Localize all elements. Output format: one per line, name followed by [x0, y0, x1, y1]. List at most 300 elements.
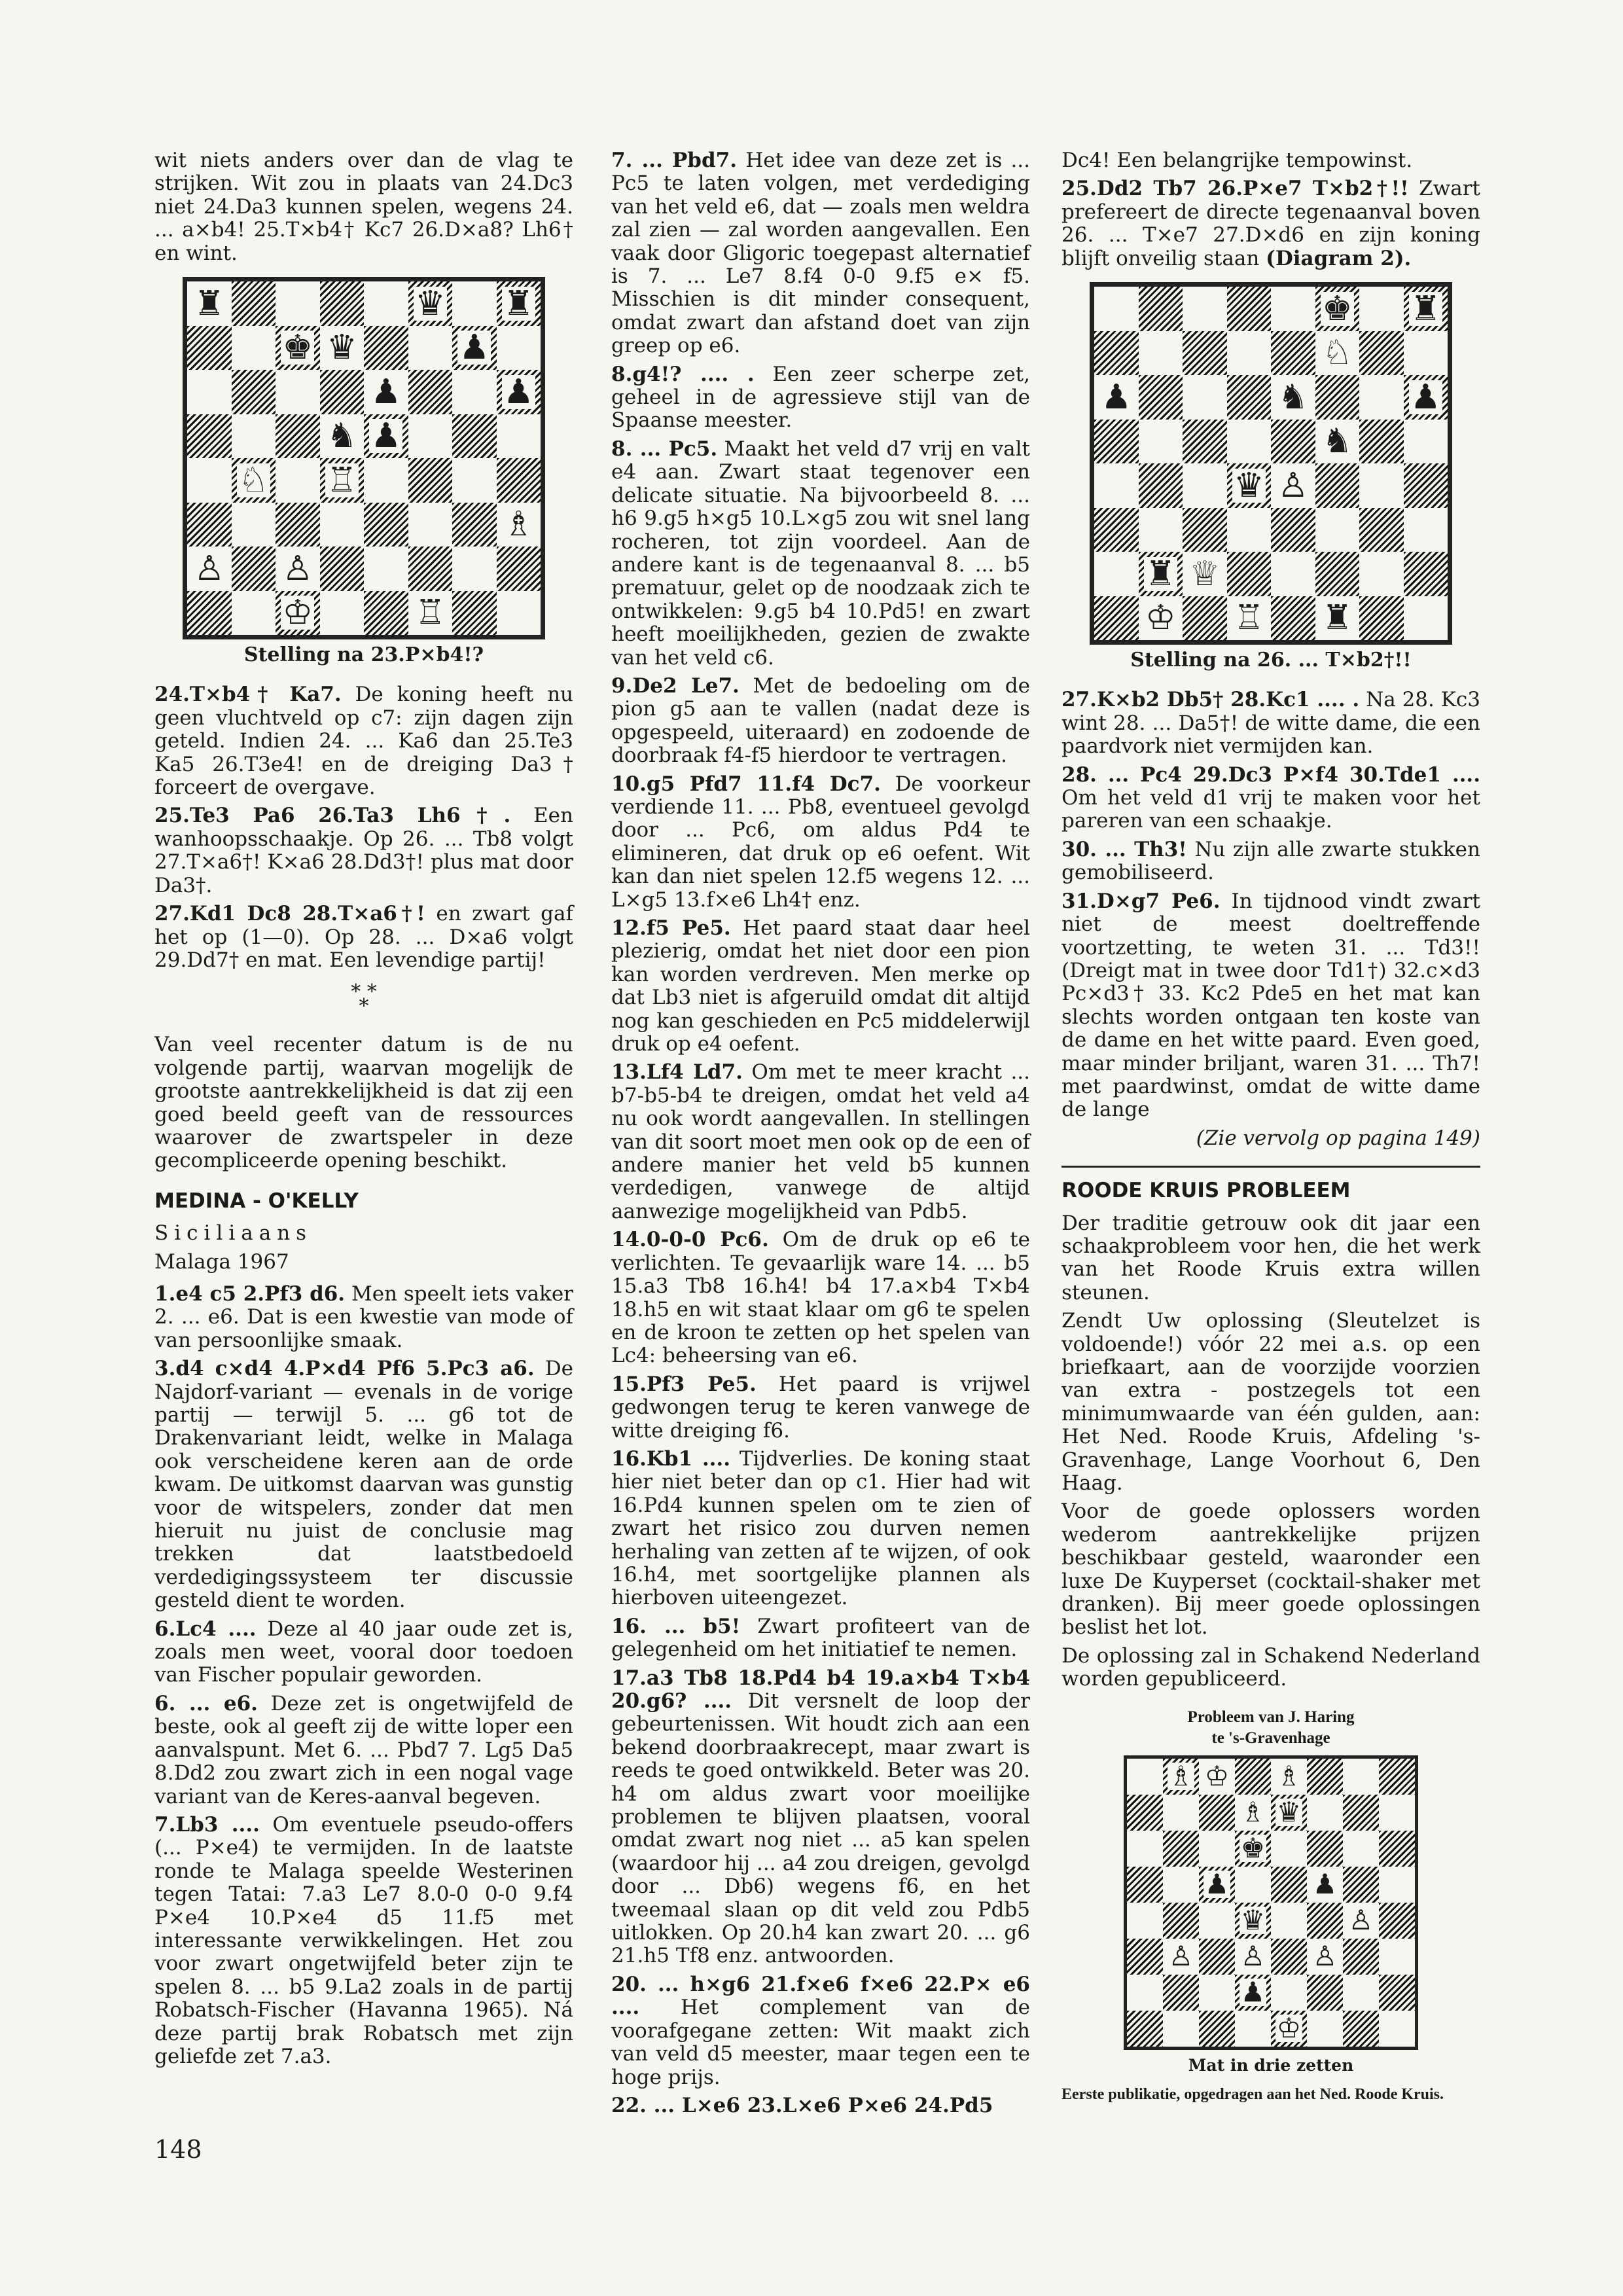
annotation-text: Een zeer scherpe zet, geheel in de agressieve stijl van de Spaanse meester.: [611, 362, 1030, 433]
board-square: [1127, 2011, 1163, 2047]
board-square: [1227, 331, 1272, 376]
white-pawn-icon: ♙: [1240, 1940, 1266, 1973]
problem-caption: Mat in drie zetten: [1188, 2055, 1354, 2075]
board-square: [1094, 508, 1139, 552]
move-text: 9.De2 Le7.: [611, 673, 740, 698]
board-square: [452, 547, 497, 591]
board-square: [1315, 552, 1360, 596]
paragraph: Zendt Uw oplossing (Sleutelzet is voldoende!) vóór 22 mei a.s. op een briefkaart, aan de voorzijde voorzien van extra - postzegels tot een minimumwaarde van één gulden, aan: Het Ned. Roode Kruis, Afdeling 's-Gravenhage, Lange Voorhout 6, Den Haag.: [1061, 1309, 1480, 1496]
move-text: 3.d4 c×d4 4.P×d4 Pf6 5.Pc3 a6.: [154, 1357, 535, 1381]
game-heading: MEDINA - O'KELLY: [154, 1189, 359, 1213]
board-square: [1127, 1975, 1163, 2011]
black-queen-icon: ♛: [1233, 465, 1264, 505]
white-bishop-icon: ♗: [1240, 1796, 1266, 1829]
annotation-text: In tijdnood vindt zwart niet de meest doeltreffende voortzetting, te weten 31. ... Td3!! (Dreigt mat in twee door Td1†) 32.c×d3 Pc×d3† 33. Kc2 Pde5 en het mat kan slechts worden ontgaan ten koste van de dame en het witte paard. Even goed, maar minder briljant, waren 31. ... Th7! met paardwinst, omdat de witte dame de lange: [1061, 889, 1480, 1122]
black-king-icon: ♚: [1240, 1832, 1266, 1865]
move-text: 8. ... Pc5.: [611, 437, 718, 461]
move-text: 31.D×g7 Pe6.: [1061, 889, 1221, 913]
white-king-icon: ♔: [1145, 598, 1176, 638]
board-square: [1227, 287, 1272, 331]
annotation-text: Het idee van deze zet is ... Pc5 te laten volgen, met verdediging van het veld e6, dat — zoals men weldra zal zien — zal worden aangevallen. Een vaak door Gligoric toegepast alternatief is 7. ... Le7 8.f4 0-0 9.f5 e× f5. Misschien is dit minder consequent, omdat zwart dan afstand doet van zijn greep op e6.: [611, 149, 1031, 358]
board-square: [408, 281, 453, 326]
diagram-caption: Stelling na 23.P×b4!?: [243, 643, 484, 667]
board-square: [1271, 1831, 1307, 1867]
board-square: [1315, 420, 1360, 464]
board-square: [452, 591, 497, 636]
black-rook-icon: ♜: [1321, 598, 1353, 638]
chess-diagram-2: [1090, 282, 1452, 645]
move-text: 28. ... Pc4 29.Dc3 P×f4 30.Tde1 ....: [1061, 762, 1480, 787]
board-square: [187, 370, 232, 414]
board-square: [232, 458, 276, 503]
problem-author: Probleem van J. Haring: [1187, 1708, 1355, 1726]
black-rook-icon: ♜: [1145, 554, 1176, 594]
board-square: [1094, 420, 1139, 464]
paragraph: [611, 1667, 1030, 1968]
problem-title: [1061, 1707, 1480, 1749]
white-pawn-icon: ♙: [194, 548, 225, 588]
board-square: [1183, 596, 1227, 641]
board-square: [1227, 508, 1272, 552]
annotation-text: Zwart prefereert de directe tegenaanval boven 26. ... T×e7 27.D×d6 en zijn koning blijft onveilig staan: [1061, 177, 1480, 270]
board-square: [1315, 508, 1360, 552]
board-square: [1307, 1867, 1343, 1903]
board-square: [320, 458, 365, 503]
board-square: [1343, 1867, 1379, 1903]
board-square: [1379, 1831, 1415, 1867]
black-pawn-icon: ♟: [1410, 377, 1441, 417]
white-rook-icon: ♖: [414, 593, 446, 633]
board-square: [1094, 552, 1139, 596]
white-king-icon: ♔: [1276, 2012, 1302, 2045]
board-square: [1271, 1759, 1307, 1795]
board-square: [497, 458, 541, 503]
board-square: [276, 370, 320, 414]
board-square: [1404, 596, 1448, 641]
board-square: [187, 591, 232, 636]
black-pawn-icon: ♟: [459, 328, 490, 368]
board-square: [1199, 1795, 1235, 1831]
paragraph: De oplossing zal in Schakend Nederland worden gepubliceerd.: [1061, 1643, 1480, 1691]
annotation-text: Deze zet is ongetwijfeld de beste, ook al geeft zij de witte loper een aanvalspunt. Met 6. ... Pbd7 7. Lg5 Da5 8.Dd2 zou zwart zich in een nogal vage variant van de Keres-aanval begeven.: [154, 1691, 573, 1808]
board-square: [276, 414, 320, 459]
black-rook-icon: ♜: [194, 283, 225, 323]
white-rook-icon: ♖: [1233, 598, 1264, 638]
board-square: [1379, 1867, 1415, 1903]
annotation-text: De Najdorf-variant — evenals in de vorige partij — terwijl 5. ... g6 tot de Drakenvariant leidt, welke in Malaga ook verscheidene keren aan de orde kwam. De uitkomst daarvan was gunstig voor de witspelers, zonder dat men hieruit nu juist de conclusie mag trekken dat laatstbedoeld verdedigingssysteem ter discussie gesteld dient te worden.: [154, 1357, 573, 1613]
board-square: [452, 370, 497, 414]
board-square: [1139, 463, 1183, 508]
annotation-text: Dit versnelt de loop der gebeurtenissen. Wit houdt zich aan een bekend doorbraakrecept, maar zwart is reeds te goed ontwikkeld. Beter was 20. h4 om aldus zwart voor moeilijke problemen te blijven plaatsen, vooral omdat zwart nog niet ... a5 kan spelen (waardoor hij ... a4 zou dreigen, gevolgd door ... Db6) wegens f6, en het tweemaal slaan op dit veld zou Pdb5 uitlokken. Op 20.h4 kan zwart 20. ... g6 21.h5 Tf8 enz. antwoorden.: [611, 1689, 1030, 1968]
paragraph: [611, 2094, 1030, 2117]
move-text: 30. ... Th3!: [1061, 837, 1187, 861]
move-text: 22. ... L×e6 23.L×e6 P×e6 24.Pd5: [611, 2093, 993, 2117]
board-square: [1404, 331, 1448, 376]
annotation-text: Tijdverlies. De koning staat hier niet beter dan op c1. Hier had wit 16.Pd4 kunnen spelen om te zien of zwart het risico zou durven nemen herhaling van zetten af te wijzen, of ook 16.h4, met soortgelijke plannen als hierboven uiteengezet.: [611, 1446, 1030, 1610]
black-knight-icon: ♞: [1321, 422, 1353, 461]
paragraph: Dc4! Een belangrijke tempowinst.: [1061, 149, 1413, 172]
board-square: [1235, 1867, 1271, 1903]
move-text: 27.K×b2 Db5† 28.Kc1 .... .: [1061, 688, 1360, 712]
white-king-icon: ♔: [282, 593, 313, 633]
board-square: [187, 547, 232, 591]
board-square: [497, 414, 541, 459]
white-knight-icon: ♘: [1321, 333, 1353, 373]
board-square: [452, 326, 497, 370]
move-text: 24.T×b4† Ka7.: [154, 683, 342, 707]
board-square: [1235, 1903, 1271, 1939]
board-square: [232, 414, 276, 459]
paragraph: [611, 1448, 1030, 1610]
board-square: [232, 503, 276, 547]
paragraph: [611, 773, 1030, 912]
problem-footer: Eerste publikatie, opgedragen aan het Ned. Roode Kruis.: [1061, 2086, 1444, 2104]
board-square: [1271, 1939, 1307, 1975]
board-square: [1127, 1867, 1163, 1903]
board-square: [232, 547, 276, 591]
board-square: [1139, 287, 1183, 331]
opening-name: Siciliaans: [154, 1221, 313, 1246]
board-square: [1139, 508, 1183, 552]
board-square: [364, 370, 408, 414]
board-square: [497, 281, 541, 326]
white-knight-icon: ♘: [238, 460, 269, 500]
column-left: [154, 149, 573, 2073]
annotation-text: en zwart gaf het op (1—0). Op 28. ... D×a6 volgt 29.Dd7† en mat. Een levendige partij!: [154, 902, 573, 972]
board-square: [276, 281, 320, 326]
board-square: [1139, 420, 1183, 464]
board-square: [1183, 552, 1227, 596]
annotation-text: Om het veld d1 vrij te maken voor het pareren van een schaakje.: [1061, 786, 1480, 833]
board-square: [497, 547, 541, 591]
paragraph: [1061, 838, 1480, 885]
problem-place: te 's-Gravenhage: [1211, 1729, 1330, 1747]
board-square: [1163, 1831, 1199, 1867]
board-square: [408, 591, 453, 636]
annotation-text: De voorkeur verdiende 11. ... Pb8, eventueel gevolgd door ... Pc6, om aldus Pd4 te elimineren, dat druk op e6 oefent. Wit kan dan niet spelen 12.f5 wegens 12. ... L×g5 13.f×e6 Lh4† enz.: [611, 772, 1031, 912]
paragraph: [154, 1814, 573, 2068]
board-square: [1127, 1903, 1163, 1939]
board-square: [1227, 552, 1272, 596]
board-square: [320, 547, 365, 591]
board-square: [364, 591, 408, 636]
chess-diagram-1: [183, 277, 545, 639]
chess-problem-diagram: [1124, 1755, 1418, 2050]
white-pawn-icon: ♙: [1348, 1904, 1374, 1937]
white-pawn-icon: ♙: [1168, 1940, 1194, 1973]
move-text: 7. ... Pbd7.: [611, 149, 738, 172]
black-queen-icon: ♛: [1276, 1796, 1302, 1829]
black-pawn-icon: ♟: [1204, 1868, 1230, 1901]
section-separator-stars: * * *: [351, 980, 377, 1018]
board-square: [1343, 1759, 1379, 1795]
black-pawn-icon: ♟: [370, 416, 402, 456]
board-square: [1163, 1867, 1199, 1903]
board-square: [187, 414, 232, 459]
board-square: [497, 503, 541, 547]
board-square: [320, 370, 365, 414]
paragraph: [611, 1229, 1030, 1367]
board-square: [1127, 1795, 1163, 1831]
board-square: [1359, 420, 1404, 464]
board-square: [1139, 552, 1183, 596]
board-square: [1183, 463, 1227, 508]
divider: [1061, 1166, 1480, 1168]
board-square: [1199, 1903, 1235, 1939]
annotation-text: Een wanhoopsschaakje. Op 26. ... Tb8 volgt 27.T×a6†! K×a6 28.Dd3†! plus mat door Da3†.: [154, 804, 573, 897]
board-square: [1094, 331, 1139, 376]
game-place: Malaga 1967: [154, 1249, 289, 1274]
board-square: [1379, 1759, 1415, 1795]
move-text: 16.Kb1 ....: [611, 1446, 731, 1471]
paragraph: [1061, 890, 1480, 1122]
board-square: [452, 281, 497, 326]
paragraph: [1061, 689, 1480, 758]
paragraph: [1061, 177, 1480, 270]
move-text: 10.g5 Pfd7 11.f4 Dc7.: [611, 772, 881, 796]
board-square: [1199, 1831, 1235, 1867]
board-square: [1163, 2011, 1199, 2047]
board-square: [232, 281, 276, 326]
column-middle: [611, 149, 1030, 2123]
white-pawn-icon: ♙: [282, 548, 313, 588]
board-square: [1139, 331, 1183, 376]
board-square: [1183, 508, 1227, 552]
board-square: [364, 547, 408, 591]
board-square: [276, 503, 320, 547]
move-text: 27.Kd1 Dc8 28.T×a6†!: [154, 902, 425, 926]
black-rook-icon: ♜: [503, 283, 534, 323]
board-square: [1235, 1939, 1271, 1975]
paragraph: [154, 903, 573, 972]
board-square: [1139, 375, 1183, 420]
board-square: [1271, 508, 1315, 552]
board-square: [1271, 287, 1315, 331]
board-square: [1307, 2011, 1343, 2047]
board-square: [1271, 552, 1315, 596]
move-text: 16. ... b5!: [611, 1614, 741, 1638]
board-square: [187, 458, 232, 503]
board-square: [452, 503, 497, 547]
board-square: [1359, 287, 1404, 331]
move-text: 12.f5 Pe5.: [611, 916, 731, 940]
board-square: [1307, 1939, 1343, 1975]
board-square: [1271, 1975, 1307, 2011]
section-heading: ROODE KRUIS PROBLEEM: [1061, 1179, 1351, 1203]
board-square: [452, 414, 497, 459]
board-square: [1094, 463, 1139, 508]
paragraph: wit niets anders over dan de vlag te strijken. Wit zou in plaats van 24.Dc3 niet 24.Da3 kunnen spelen, wegens 24. ... a×b4! 25.T×b4† Kc7 26.D×a8? Lh6† en wint.: [154, 149, 573, 265]
board-square: [187, 503, 232, 547]
board-square: [276, 547, 320, 591]
board-square: [1359, 552, 1404, 596]
board-square: [1343, 1831, 1379, 1867]
board-square: [408, 326, 453, 370]
move-text: 17.a3 Tb8 18.Pd4 b4 19.a×b4 T×b4 20.g6? ....: [611, 1666, 1030, 1713]
board-square: [408, 370, 453, 414]
board-square: [497, 591, 541, 636]
board-square: [1379, 1795, 1415, 1831]
board-square: [364, 326, 408, 370]
paragraph: Voor de goede oplossers worden wederom aantrekkelijke prijzen beschikbaar gesteld, waaronder een luxe De Kuyperset (cocktail-shaker met dranken). Bij meer goede oplossingen beslist het lot.: [1061, 1499, 1480, 1640]
board-square: [1315, 596, 1360, 641]
board-square: [320, 591, 365, 636]
board-square: [276, 458, 320, 503]
board-square: [1163, 1759, 1199, 1795]
annotation-text: Maakt het veld d7 vrij en valt e4 aan. Zwart staat tegenover een delicate situatie. Na bijvoorbeeld 8. ... h6 9.g5 h×g5 10.L×g5 zou wit snel lang rocheren, tot zijn voordeel. Aan de andere kant is de tegenaanval 8. ... b5 prematuur, gelet op de noodzaak zich te ontwikkelen: 9.g5 b4 10.Pd5! en zwart heeft moeilijkheden, gezien de zwakte van het veld c6.: [611, 437, 1031, 670]
board-square: [1227, 463, 1272, 508]
board-square: [1307, 1759, 1343, 1795]
diagram-reference: (Diagram 2).: [1266, 246, 1412, 270]
board-square: [1235, 1831, 1271, 1867]
board-square: [187, 281, 232, 326]
black-pawn-icon: ♟: [1101, 377, 1132, 417]
paragraph: [154, 1618, 573, 1687]
paragraph: [611, 149, 1030, 358]
black-pawn-icon: ♟: [503, 372, 534, 412]
black-queen-icon: ♛: [1240, 1904, 1266, 1937]
paragraph: [611, 917, 1030, 1056]
annotation-text: De koning heeft nu geen vluchtveld op c7: zijn dagen zijn geteld. Indien 24. ... Ka6 dan 25.Te3 Ka5 26.T3e4! en de dreiging Da3† forceert de overgave.: [154, 683, 574, 800]
black-pawn-icon: ♟: [1312, 1868, 1338, 1901]
page-number: 148: [154, 2135, 202, 2164]
paragraph: [611, 675, 1030, 768]
move-text: 14.0-0-0 Pc6.: [611, 1228, 769, 1252]
board-square: [1379, 1939, 1415, 1975]
paragraph: [611, 1615, 1030, 1662]
board-square: [1379, 1903, 1415, 1939]
paragraph: Van veel recenter datum is de nu volgende partij, waarvan mogelijk de grootste aantrekkelijkheid is dat zij een goed beeld geeft van de ressources waarover de zwartspeler in deze gecompliceerde opening beschikt.: [154, 1033, 573, 1173]
diagram-caption: Stelling na 26. ... T×b2†!!: [1130, 649, 1412, 672]
paragraph: [611, 1973, 1030, 2089]
board-square: [1343, 1939, 1379, 1975]
board-square: [1163, 1903, 1199, 1939]
board-square: [408, 547, 453, 591]
white-king-icon: ♔: [1204, 1760, 1230, 1793]
move-text: 20. ... h×g6 21.f×e6 f×e6 22.P× e6 ....: [611, 1972, 1030, 2020]
move-text: 13.Lf4 Ld7.: [611, 1060, 743, 1085]
move-text: 15.Pf3 Pe5.: [611, 1372, 757, 1396]
paragraph: [611, 363, 1030, 433]
board-square: [364, 414, 408, 459]
board-square: [1127, 1759, 1163, 1795]
white-pawn-icon: ♙: [1312, 1940, 1338, 1973]
board-square: [1235, 1795, 1271, 1831]
board-square: [1271, 2011, 1307, 2047]
white-rook-icon: ♖: [326, 460, 357, 500]
board-square: [1315, 463, 1360, 508]
board-square: [1359, 596, 1404, 641]
board-square: [1235, 1975, 1271, 2011]
annotation-text: Het complement van de voorafgegane zetten: Wit maakt zich van veld d5 meester, maar tegen een te hoge prijs.: [611, 1996, 1030, 2089]
white-queen-icon: ♕: [1189, 554, 1221, 594]
annotation-text: Met de bedoeling om de pion g5 aan te vallen (nadat deze is opgespeeld, uiteraard) en zodoende de doorbraak f4-f5 hierdoor te vertragen.: [611, 673, 1030, 768]
move-text: 25.Dd2 Tb7 26.P×e7 T×b2†!!: [1061, 177, 1409, 201]
board-square: [1271, 1903, 1307, 1939]
board-square: [1271, 331, 1315, 376]
move-text: 1.e4 c5 2.Pf3 d6.: [154, 1282, 346, 1306]
board-square: [1183, 331, 1227, 376]
board-square: [232, 326, 276, 370]
board-square: [1271, 1795, 1307, 1831]
paragraph: Der traditie getrouw ook dit jaar een schaakprobleem voor hen, die het werk van het Roode Kruis extra willen steunen.: [1061, 1211, 1480, 1304]
board-square: [364, 458, 408, 503]
board-square: [1379, 1975, 1415, 2011]
board-square: [1404, 463, 1448, 508]
black-king-icon: ♚: [282, 328, 313, 368]
annotation-text: Na 28. Kc3 wint 28. ... Da5†! de witte dame, die een paardvork niet vermijden kan.: [1061, 688, 1481, 759]
white-bishop-icon: ♗: [1276, 1760, 1302, 1793]
annotation-text: Om eventuele pseudo-offers (... P×e4) te vermijden. In de laatste ronde te Malaga speelde Westerinen tegen Tatai: 7.a3 Le7 8.0-0 0-0 9.f4 P×e4 10.P×e4 d5 11.f5 met interessante verwikkelingen. Het zou voor zwart ongetwijfeld beter zijn te spelen 8. ... b5 9.La2 zoals in de partij Robatsch-Fischer (Havanna 1965). Ná deze partij brak Robatsch met zijn geliefde zet 7.a3.: [154, 1812, 574, 2068]
annotation-text: Het paard is vrijwel gedwongen terug te keren vanwege de witte dreiging f6.: [611, 1372, 1030, 1443]
board-square: [1404, 508, 1448, 552]
board-square: [1227, 596, 1272, 641]
board-square: [276, 326, 320, 370]
board-square: [1199, 1975, 1235, 2011]
black-queen-icon: ♛: [414, 283, 446, 323]
board-square: [320, 326, 365, 370]
board-square: [1199, 1867, 1235, 1903]
board-square: [1199, 1939, 1235, 1975]
board-square: [1235, 1759, 1271, 1795]
white-pawn-icon: ♙: [1277, 465, 1309, 505]
black-knight-icon: ♞: [326, 416, 357, 456]
board-square: [1271, 375, 1315, 420]
board-square: [1404, 420, 1448, 464]
board-square: [1227, 420, 1272, 464]
black-rook-icon: ♜: [1410, 289, 1441, 329]
annotation-text: Het paard staat daar heel plezierig, omdat het niet door een pion kan worden verdreven. Men merke op dat Lb3 niet is afgeruild omdat dit altijd nog kan geschieden en Pc5 middelerwijl druk op e4 oefent.: [611, 916, 1030, 1056]
board-square: [497, 370, 541, 414]
board-square: [1163, 1795, 1199, 1831]
move-text: 8.g4!? .... .: [611, 362, 755, 386]
annotation-text: Nu zijn alle zwarte stukken gemobiliseerd.: [1061, 837, 1480, 885]
column-right: [1061, 149, 1480, 2104]
board-square: [364, 281, 408, 326]
board-square: [1199, 2011, 1235, 2047]
black-knight-icon: ♞: [1277, 377, 1309, 417]
paragraph: [611, 1373, 1030, 1443]
board-square: [187, 326, 232, 370]
board-square: [408, 414, 453, 459]
board-square: [320, 414, 365, 459]
board-square: [1359, 375, 1404, 420]
board-square: [364, 503, 408, 547]
board-square: [408, 458, 453, 503]
move-text: 7.Lb3 ....: [154, 1812, 260, 1837]
annotation-text: Deze al 40 jaar oude zet is, zoals men weet, vooral door toedoen van Fischer populair geworden.: [154, 1617, 573, 1687]
board-square: [1271, 463, 1315, 508]
board-square: [232, 591, 276, 636]
annotation-text: Om met te meer kracht ... b7-b5-b4 te dreigen, omdat het veld a4 nu ook wordt aangevallen. In stellingen van dit soort moet men ook op de een of andere manier het veld b5 kunnen verdedigen, vanwege de altijd aanwezige mogelijkheid van Pdb5.: [611, 1060, 1031, 1223]
continued-note: (Zie vervolg op pagina 149): [1196, 1126, 1480, 1150]
board-square: [1271, 420, 1315, 464]
board-square: [1343, 1975, 1379, 2011]
board-square: [1183, 420, 1227, 464]
black-king-icon: ♚: [1321, 289, 1353, 329]
board-square: [1127, 1939, 1163, 1975]
board-square: [232, 370, 276, 414]
board-square: [1343, 2011, 1379, 2047]
board-square: [1343, 1795, 1379, 1831]
paragraph: [611, 438, 1030, 670]
paragraph: [611, 1061, 1030, 1223]
paragraph: [154, 683, 573, 799]
board-square: [497, 326, 541, 370]
board-square: [452, 458, 497, 503]
board-square: [1271, 596, 1315, 641]
paragraph: [1061, 764, 1480, 833]
